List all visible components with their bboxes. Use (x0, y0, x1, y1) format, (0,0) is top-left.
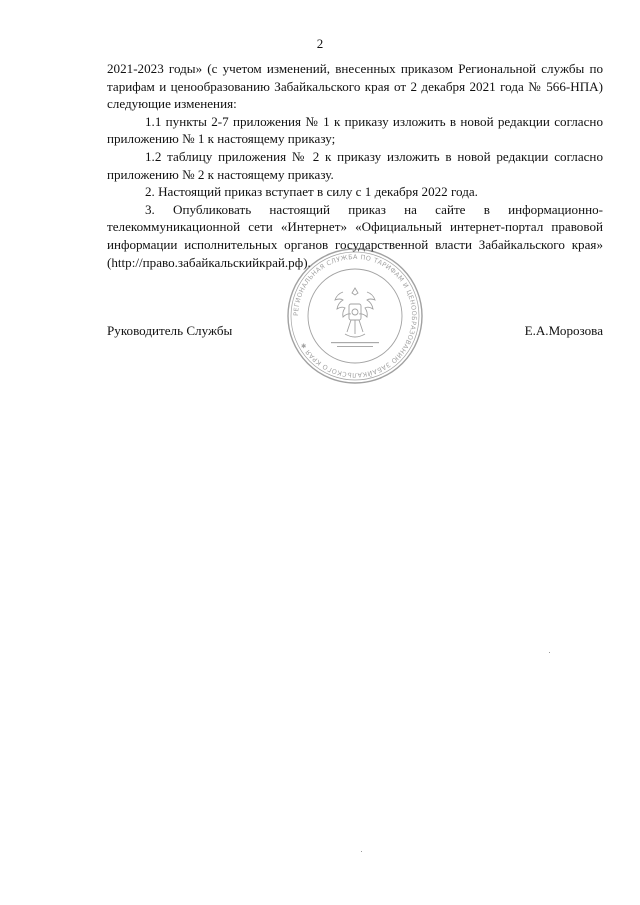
official-seal-stamp (285, 246, 425, 386)
paragraph-item-1-1: 1.1 пункты 2-7 приложения № 1 к приказу изложить в новой редакции согласно приложению № 1 к настоящему приказу; (107, 113, 603, 147)
signatory-name: Е.А.Морозова (524, 323, 603, 338)
coat-of-arms-emblem-icon (335, 288, 375, 337)
scan-speck (549, 652, 550, 653)
page-number: 2 (316, 36, 324, 51)
document-body (107, 60, 603, 271)
paragraph-continuation: 2021-2023 годы» (с учетом изменений, внесенных приказом Региональной службы по тарифам и ценообразованию Забайкальского края от 2 декабря 2021 года № 566-НПА) следующие изменения: (107, 61, 603, 112)
paragraph-item-2: 2. Настоящий приказ вступает в силу с 1 декабря 2022 года. (145, 184, 478, 200)
paragraph-item-1-2: 1.2 таблицу приложения № 2 к приказу изложить в новой редакции согласно приложению № 2 к настоящему приказу. (107, 148, 603, 182)
svg-text:РЕГИОНАЛЬНАЯ СЛУЖБА ПО ТАРИФАМ: РЕГИОНАЛЬНАЯ СЛУЖБА ПО ТАРИФАМ И ЦЕНООБРАЗОВАНИЮ ЗАБАЙКАЛЬСКОГО КРАЯ ✱ (291, 252, 419, 380)
signatory-title: Руководитель Службы (107, 323, 233, 338)
scan-speck (361, 851, 362, 852)
paragraph-item-3: 3. Опубликовать настоящий приказ на сайте в информационно-телекоммуникационной сети «Интернет» «Официальный интернет-портал правовой информации исполнительных органов государственной власти Забайкальского края» (http://право.забайкальскийкрай.рф). (107, 201, 603, 270)
